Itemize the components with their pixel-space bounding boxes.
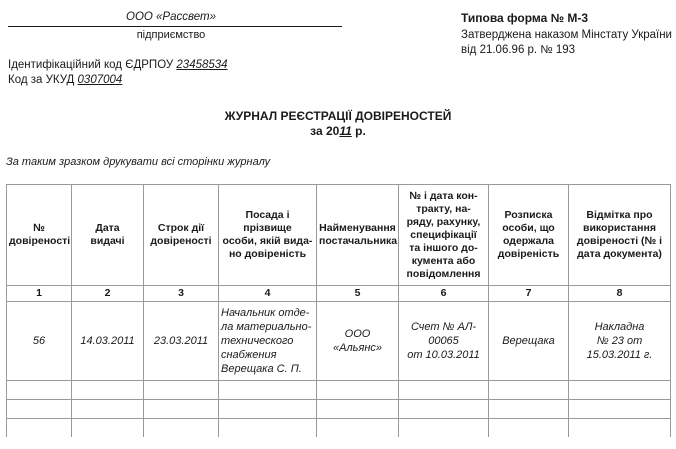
journal-year [0,124,676,138]
col-number-6: 6 [399,286,489,302]
col-number-1: 1 [7,286,72,302]
cell-document: Счет № АЛ- 00065 от 10.03.2011 [399,302,489,381]
col-header-issue-date: Дата видачі [72,185,144,286]
col-number-2: 2 [72,286,144,302]
form-title: Типова форма № М-3 [461,11,589,25]
empty-row [7,419,671,438]
column-number-row [7,286,671,302]
col-header-supplier: Найменування постачальника [317,185,399,286]
organization-underline [8,26,342,27]
journal-table [6,184,671,437]
col-number-5: 5 [317,286,399,302]
table-header-row [7,185,671,286]
ukud-code-row [8,74,122,86]
edrpou-code-row [8,59,228,71]
edrpou-label: Ідентифікаційний код ЄДРПОУ [8,59,174,71]
year-value: 11 [339,124,352,138]
ukud-value: 0307004 [77,74,123,86]
edrpou-value: 23458534 [176,59,228,71]
approval-line-1: Затверджена наказом Мінстату України [461,29,672,41]
year-suffix: р. [355,124,366,138]
journal-title: ЖУРНАЛ РЕЄСТРАЦІЇ ДОВІРЕНОСТЕЙ [224,109,452,123]
empty-row [7,381,671,400]
col-header-usage-mark: Відмітка про використання довіреності (№ і дата документа) [569,185,671,286]
cell-issue-date: 14.03.2011 [72,302,144,381]
approval-line-2: від 21.06.96 р. № 193 [461,44,576,56]
col-header-number: № довіреності [7,185,72,286]
empty-row [7,400,671,419]
col-number-4: 4 [219,286,317,302]
print-note: За таким зразком друкувати всі сторінки журналу [6,156,271,168]
col-number-7: 7 [489,286,569,302]
col-header-signature: Розписка особи, що одержала довіреність [489,185,569,286]
table-row [7,302,671,381]
col-number-3: 3 [144,286,219,302]
cell-valid-until: 23.03.2011 [144,302,219,381]
col-header-position-name: Посада і прізвище особи, якій вида- но довіреність [219,185,317,286]
cell-number: 56 [7,302,72,381]
col-header-document: № і дата кон- тракту, на- ряду, рахунку, специфікації та іншого до- кумента або повідомлення [399,185,489,286]
cell-position-name: Начальник отде- ла материально- технического снабжения Верещака С. П. [219,302,317,381]
cell-supplier: ООО «Альянс» [317,302,399,381]
col-number-8: 8 [569,286,671,302]
ukud-label: Код за УКУД [8,74,75,86]
organization-name: ООО «Рассвет» [126,11,216,23]
year-prefix: за 20 [310,124,340,138]
cell-usage-mark: Накладна № 23 от 15.03.2011 г. [569,302,671,381]
cell-signature: Верещака [489,302,569,381]
col-header-valid-until: Строк дії довіреності [144,185,219,286]
organization-caption: підприємство [136,29,206,41]
